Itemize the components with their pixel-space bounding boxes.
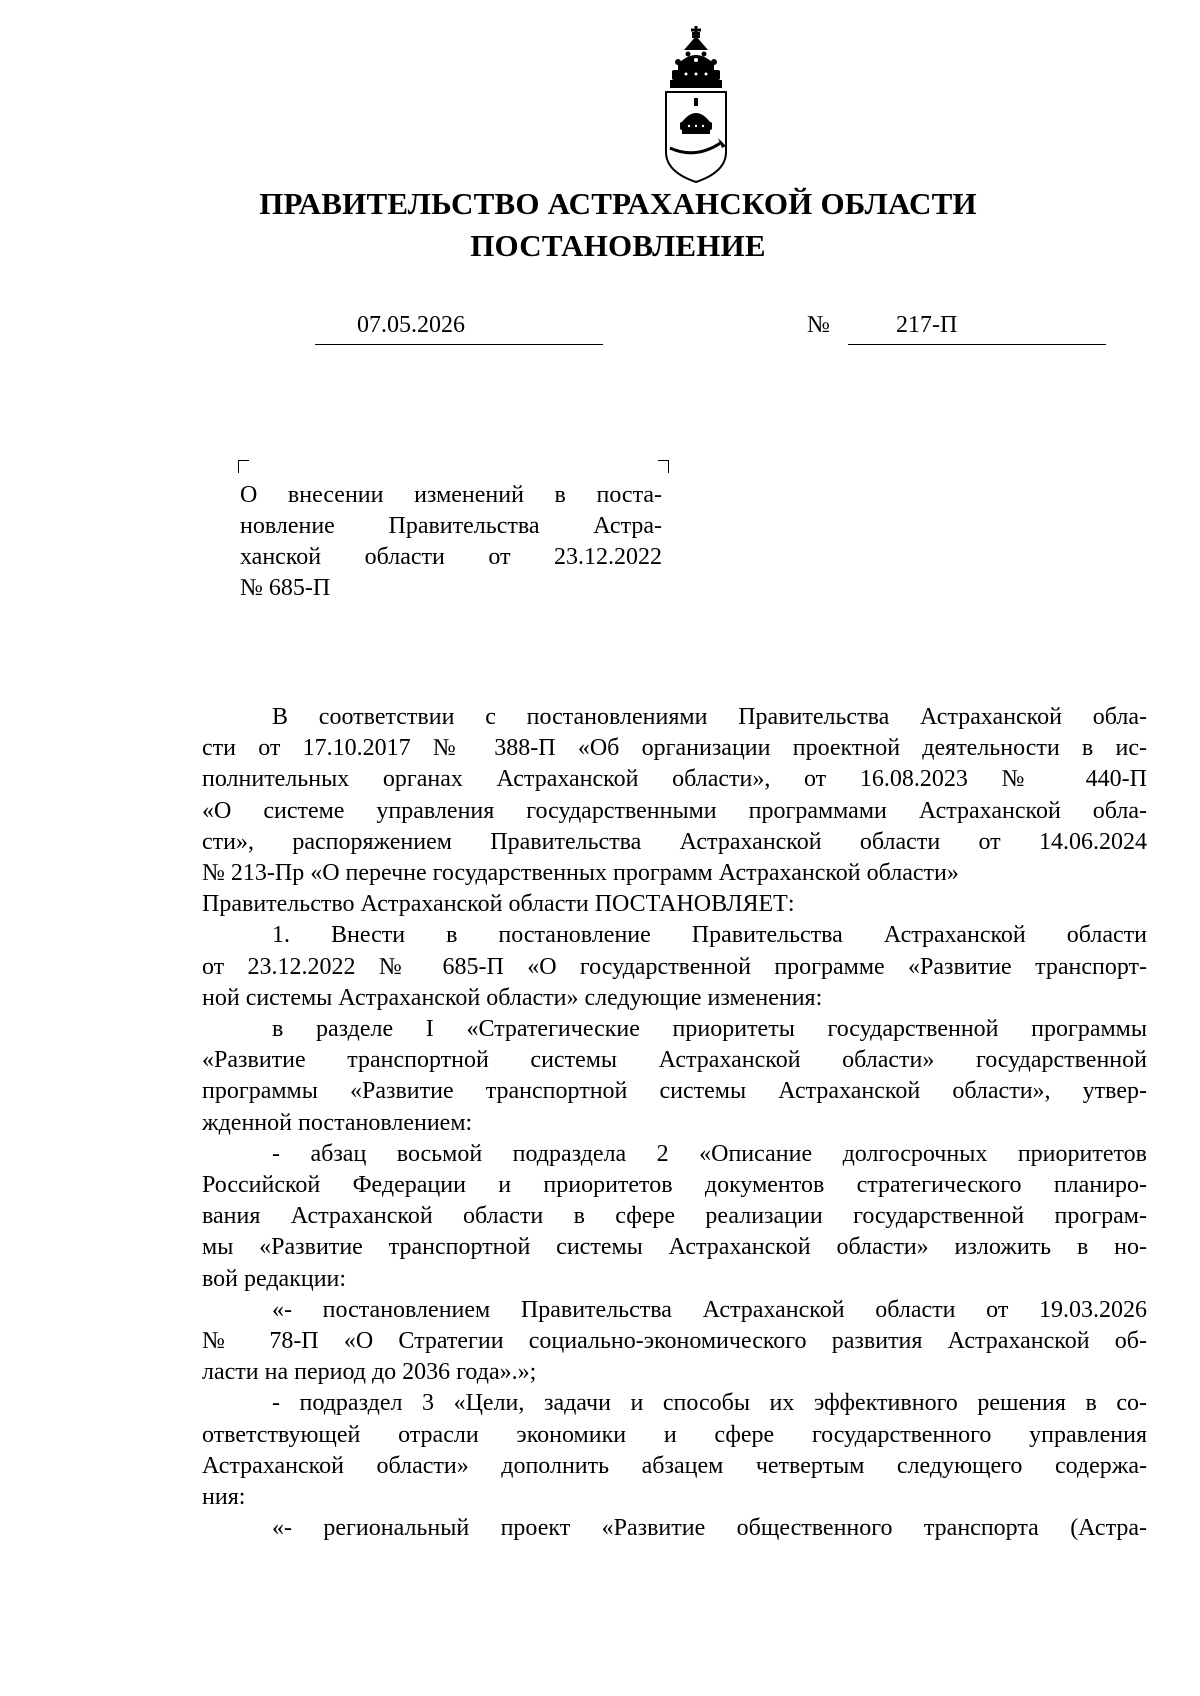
body-line: «О системе управления государственными программами Астраханской обла- bbox=[202, 797, 1147, 824]
subject-line: О внесении изменений в поста- bbox=[240, 482, 662, 508]
document-body bbox=[202, 702, 1147, 1544]
body-line: - абзац восьмой подраздела 2 «Описание долгосрочных приоритетов bbox=[272, 1140, 1147, 1167]
government-title: ПРАВИТЕЛЬСТВО АСТРАХАНСКОЙ ОБЛАСТИ bbox=[259, 186, 977, 221]
subject-line: № 685-П bbox=[240, 575, 331, 601]
coat-of-arms-emblem bbox=[648, 24, 744, 184]
body-line: «- региональный проект «Развитие общественного транспорта (Астра- bbox=[272, 1515, 1147, 1542]
body-line: от 23.12.2022 № 685-П «О государственной программе «Развитие транспорт- bbox=[202, 953, 1147, 980]
body-line: ной системы Астраханской области» следующие изменения: bbox=[202, 984, 823, 1011]
body-line: полнительных органах Астраханской области», от 16.08.2023 № 440-П bbox=[202, 766, 1147, 793]
body-line: жденной постановлением: bbox=[202, 1109, 473, 1136]
subject-line: новление Правительства Астра- bbox=[240, 513, 662, 539]
date-field bbox=[315, 312, 603, 345]
subject-line: ханской области от 23.12.2022 bbox=[240, 544, 662, 570]
body-line: - подраздел 3 «Цели, задачи и способы их эффективного решения в со- bbox=[272, 1390, 1147, 1417]
body-line: вой редакции: bbox=[202, 1265, 347, 1292]
body-line: мы «Развитие транспортной системы Астраханской области» изложить в но- bbox=[202, 1234, 1147, 1261]
body-line: Правительство Астраханской области ПОСТАНОВЛЯЕТ: bbox=[202, 891, 795, 918]
body-line: Астраханской области» дополнить абзацем четвертым следующего содержа- bbox=[202, 1452, 1147, 1479]
body-line: № 78-П «О Стратегии социально-экономического развития Астраханской об- bbox=[202, 1328, 1147, 1355]
body-line: сти», распоряжением Правительства Астраханской области от 14.06.2024 bbox=[202, 828, 1147, 855]
body-line: «- постановлением Правительства Астраханской области от 19.03.2026 bbox=[272, 1296, 1147, 1323]
subject-block bbox=[240, 480, 662, 604]
body-line: 1. Внести в постановление Правительства Астраханской области bbox=[272, 922, 1147, 949]
body-line: ния: bbox=[202, 1484, 246, 1511]
subject-corner-right bbox=[658, 460, 669, 473]
body-line: «Развитие транспортной системы Астраханской области» государственной bbox=[202, 1047, 1147, 1074]
body-line: вания Астраханской области в сфере реализации государственной програм- bbox=[202, 1203, 1147, 1230]
body-line: Российской Федерации и приоритетов документов стратегического планиро- bbox=[202, 1172, 1147, 1199]
body-line: ответствующей отрасли экономики и сфере государственного управления bbox=[202, 1421, 1147, 1448]
body-line: в разделе I «Стратегические приоритеты государственной программы bbox=[272, 1016, 1147, 1043]
number-field bbox=[848, 312, 1106, 345]
number-sign: № bbox=[807, 312, 830, 338]
decree-title: ПОСТАНОВЛЕНИЕ bbox=[470, 228, 766, 263]
body-line: сти от 17.10.2017 № 388-П «Об организации проектной деятельности в ис- bbox=[202, 735, 1147, 762]
body-line: № 213-Пр «О перечне государственных программ Астраханской области» bbox=[202, 860, 959, 887]
subject-corner-left bbox=[238, 460, 249, 473]
body-line: программы «Развитие транспортной системы Астраханской области», утвер- bbox=[202, 1078, 1147, 1105]
body-line: В соответствии с постановлениями Правительства Астраханской обла- bbox=[272, 704, 1147, 730]
body-line: ласти на период до 2036 года».»; bbox=[202, 1359, 537, 1386]
document-number: 217-П bbox=[896, 312, 958, 338]
document-date: 07.05.2026 bbox=[357, 312, 465, 338]
